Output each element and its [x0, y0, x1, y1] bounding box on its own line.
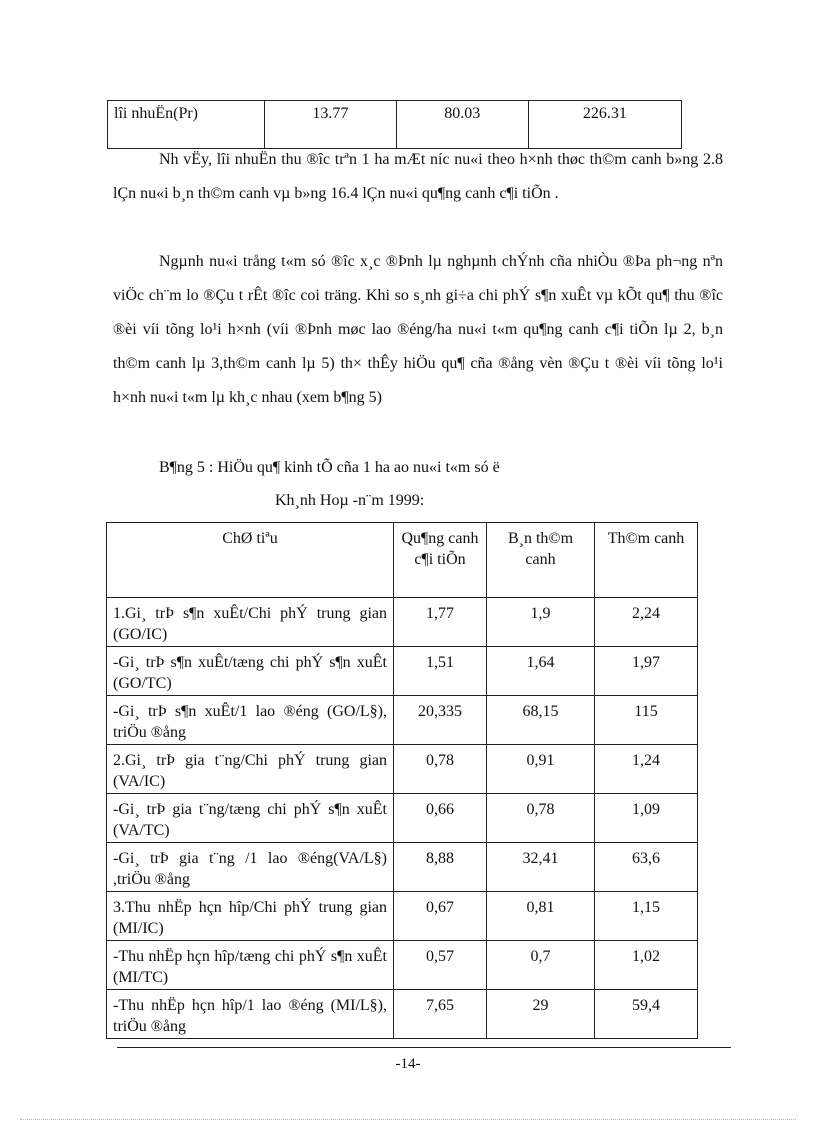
table-cell: 226.31: [528, 101, 681, 149]
table-cell: 80.03: [396, 101, 528, 149]
table-row: [107, 990, 698, 1039]
table-row: [107, 745, 698, 794]
table-cell: 1,09: [595, 794, 698, 843]
paragraph: Nh vËy, lîi nhuËn thu ®îc trªn 1 ha mÆt níc nu«i theo h×nh thøc th©m canh b»ng 2.8 lÇn nu«i b¸n th©m canh vµ b»ng 16.4 lÇn nu«i qu¶ng canh c¶i tiÕn .: [113, 151, 723, 202]
row-label: -Thu nhËp hçn hîp/1 lao ®éng (MI/L§), triÖu ®ång: [107, 990, 394, 1039]
column-header: ChØ tiªu: [107, 523, 394, 598]
table-cell: 0,57: [394, 941, 487, 990]
footer-divider: [117, 1047, 731, 1048]
table-cell: 115: [595, 696, 698, 745]
efficiency-table: [106, 522, 698, 1039]
row-label: 3.Thu nhËp hçn hîp/Chi phÝ trung gian (MI/IC): [107, 892, 394, 941]
table-cell: 0,91: [487, 745, 595, 794]
table-cell: 32,41: [487, 843, 595, 892]
table-cell: 0,66: [394, 794, 487, 843]
row-label: -Gi¸ trÞ gia t¨ng/tæng chi phÝ s¶n xuÊt (VA/TC): [107, 794, 394, 843]
table-cell: 2,24: [595, 598, 698, 647]
table-cell: 59,4: [595, 990, 698, 1039]
table-cell: 1,51: [394, 647, 487, 696]
paragraph: Ngµnh nu«i trång t«m só ®îc x¸c ®Þnh lµ nghµnh chÝnh cña nhiÒu ®Þa ph¬ng nªn viÖc ch¨m lo ®Çu t rÊt ®îc coi träng. Khi so s¸nh gi÷a chi phÝ s¶n xuÊt vµ kÕt qu¶ thu ®îc ®èi víi tõng lo¹i h×nh (víi ®Þnh møc lao ®éng/ha nu«i t«m qu¶ng canh c¶i tiÕn lµ 2, b¸n th©m canh lµ 3,th©m canh lµ 5) th× thÊy hiÖu qu¶ cña ®ång vèn ®Çu t ®èi víi tõng lo¹i h×nh nu«i t«m lµ kh¸c nhau (xem b¶ng 5): [113, 253, 723, 406]
table-cell: 63,6: [595, 843, 698, 892]
table-header-row: [107, 523, 698, 598]
table-row: [108, 101, 682, 149]
table-caption-sub: Kh¸nh Hoµ -n¨m 1999:: [275, 492, 425, 509]
table-row: [107, 941, 698, 990]
table-cell: 1,77: [394, 598, 487, 647]
table-cell: 0,81: [487, 892, 595, 941]
row-label: lîi nhuËn(Pr): [108, 101, 265, 149]
table-cell: 1,15: [595, 892, 698, 941]
table-cell: 1,64: [487, 647, 595, 696]
row-label: 2.Gi¸ trÞ gia t¨ng/Chi phÝ trung gian (VA/IC): [107, 745, 394, 794]
table-row: [107, 598, 698, 647]
column-header: B¸n th©m canh: [487, 523, 595, 598]
table-cell: 7,65: [394, 990, 487, 1039]
page-bottom-edge: [20, 1119, 796, 1120]
table-cell: 1,97: [595, 647, 698, 696]
table-cell: 0,78: [487, 794, 595, 843]
table-cell: 0,78: [394, 745, 487, 794]
row-label: 1.Gi¸ trÞ s¶n xuÊt/Chi phÝ trung gian (GO/IC): [107, 598, 394, 647]
table-cell: 8,88: [394, 843, 487, 892]
table-row: [107, 647, 698, 696]
table-row: [107, 696, 698, 745]
table-cell: 0,7: [487, 941, 595, 990]
table-cell: 13.77: [265, 101, 397, 149]
table-caption: B¶ng 5 : HiÖu qu¶ kinh tÕ cña 1 ha ao nu«i t«m só ë: [159, 459, 500, 476]
table-cell: 68,15: [487, 696, 595, 745]
row-label: -Gi¸ trÞ gia t¨ng /1 lao ®éng(VA/L§) ,triÖu ®ång: [107, 843, 394, 892]
table-row: [107, 892, 698, 941]
table-cell: 29: [487, 990, 595, 1039]
table-cell: 20,335: [394, 696, 487, 745]
table-row: [107, 843, 698, 892]
table-cell: 0,67: [394, 892, 487, 941]
table-cell: 1,9: [487, 598, 595, 647]
table-cell: 1,02: [595, 941, 698, 990]
row-label: -Gi¸ trÞ s¶n xuÊt/tæng chi phÝ s¶n xuÊt (GO/TC): [107, 647, 394, 696]
table-cell: 1,24: [595, 745, 698, 794]
column-header: Th©m canh: [595, 523, 698, 598]
row-label: -Thu nhËp hçn hîp/tæng chi phÝ s¶n xuÊt (MI/TC): [107, 941, 394, 990]
page-number: -14-: [395, 1056, 421, 1072]
profit-table: [107, 100, 682, 149]
column-header: Qu¶ng canh c¶i tiÕn: [394, 523, 487, 598]
table-row: [107, 794, 698, 843]
row-label: -Gi¸ trÞ s¶n xuÊt/1 lao ®éng (GO/L§), triÖu ®ång: [107, 696, 394, 745]
